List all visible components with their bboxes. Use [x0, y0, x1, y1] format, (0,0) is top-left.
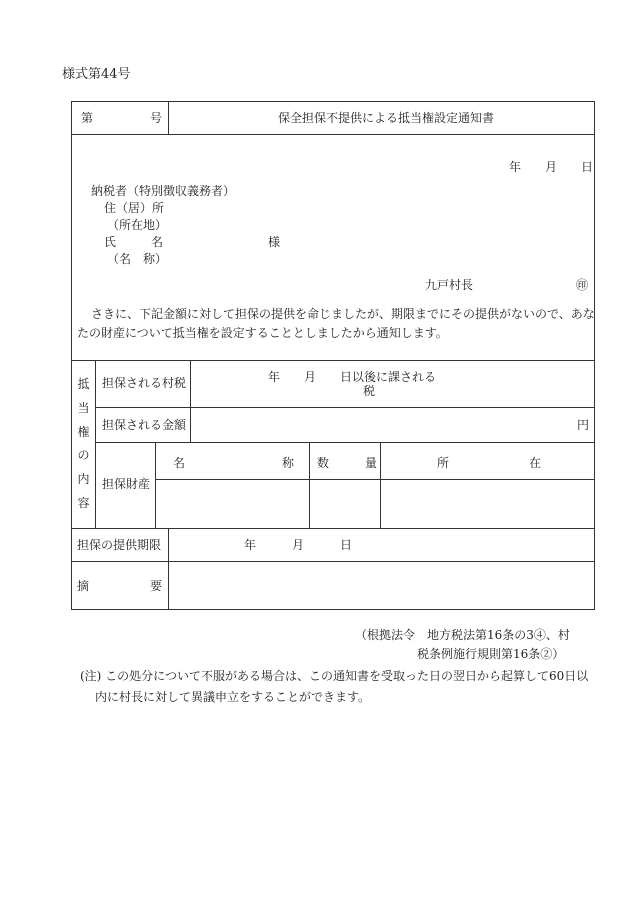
- label-dai: 第: [81, 111, 94, 125]
- divider: [155, 479, 594, 480]
- side-char: 当: [77, 400, 90, 415]
- property-quantity-cell[interactable]: [314, 494, 374, 520]
- address-label: 住（居）所: [104, 201, 165, 215]
- secured-tax-suffix: 税: [363, 384, 376, 398]
- side-char: の: [77, 448, 90, 463]
- name-label-1: 氏: [104, 235, 117, 249]
- side-char: 容: [77, 495, 90, 510]
- sama-label: 様: [268, 235, 281, 249]
- secured-amount-label: 担保される金額: [102, 418, 187, 432]
- col-qty-1: 数: [317, 456, 330, 470]
- deadline-label: 担保の提供期限: [77, 538, 162, 552]
- summary-label-2: 要: [150, 579, 163, 593]
- summary-cell[interactable]: [174, 568, 589, 604]
- date-month: 月: [545, 160, 558, 174]
- date-day: 日: [581, 160, 594, 174]
- property-label: 担保財産: [102, 477, 151, 491]
- side-char: 抵: [77, 377, 90, 391]
- form-title: 保全担保不提供による抵当権設定通知書: [278, 111, 495, 125]
- divider: [95, 442, 594, 443]
- property-name-cell[interactable]: [162, 494, 302, 520]
- divider: [155, 442, 156, 528]
- secured-tax-month: 月: [304, 370, 317, 384]
- location-label: （所在地）: [107, 218, 168, 232]
- mortgage-side-label: [72, 378, 95, 509]
- divider: [72, 134, 594, 135]
- body-line-1: さきに、下記金額に対して担保の提供を命じましたが、期限までにその提供がないので、あな: [91, 307, 595, 321]
- divider: [95, 360, 96, 528]
- taxpayer-label: 納税者（特別徴収義務者）: [91, 184, 236, 198]
- yen-unit: 円: [577, 418, 590, 432]
- form-number: 様式第44号: [62, 67, 131, 82]
- seal-mark: ㊞: [576, 278, 589, 292]
- date-year: 年: [509, 160, 522, 174]
- col-loc-1: 所: [437, 456, 450, 470]
- legal-basis-line-2: 税条例施行規則第16条②）: [417, 647, 565, 661]
- label-go: 号: [150, 111, 163, 125]
- col-name-2: 称: [282, 456, 295, 470]
- divider: [309, 442, 310, 528]
- deadline-year: 年: [244, 538, 257, 552]
- secured-tax-year: 年: [268, 370, 281, 384]
- property-location-cell[interactable]: [386, 494, 586, 520]
- divider: [72, 561, 594, 562]
- divider: [168, 528, 169, 610]
- divider: [95, 407, 594, 408]
- divider: [168, 102, 169, 134]
- legal-basis-line-1: （根拠法令 地方税法第16条の3④、村: [355, 628, 570, 642]
- secured-tax-label: 担保される村税: [102, 376, 187, 390]
- side-char: 権: [77, 424, 90, 439]
- deadline-day: 日: [340, 538, 353, 552]
- col-qty-2: 量: [365, 456, 378, 470]
- divider: [72, 528, 594, 529]
- summary-label-1: 摘: [77, 579, 90, 593]
- col-name-1: 名: [173, 456, 186, 470]
- divider: [190, 360, 191, 442]
- side-char: 内: [77, 472, 90, 487]
- secured-tax-after: 日以後に課される: [340, 370, 437, 384]
- divider: [380, 442, 381, 528]
- notice-form: [71, 101, 595, 610]
- footnote-line-2: 内に村長に対して異議申立をすることができます。: [95, 690, 371, 704]
- mayor-title: 九戸村長: [425, 278, 474, 292]
- name-label-2: 名: [151, 235, 164, 249]
- divider: [72, 360, 594, 361]
- name-alt-label: （名 称）: [107, 252, 168, 266]
- col-loc-2: 在: [529, 456, 542, 470]
- footnote-line-1: (注) この処分について不服がある場合は、この通知書を受取った日の翌日から起算して60日以: [80, 669, 589, 683]
- deadline-month: 月: [292, 538, 305, 552]
- body-line-2: たの財産について抵当権を設定することとしましたから通知します。: [77, 326, 448, 340]
